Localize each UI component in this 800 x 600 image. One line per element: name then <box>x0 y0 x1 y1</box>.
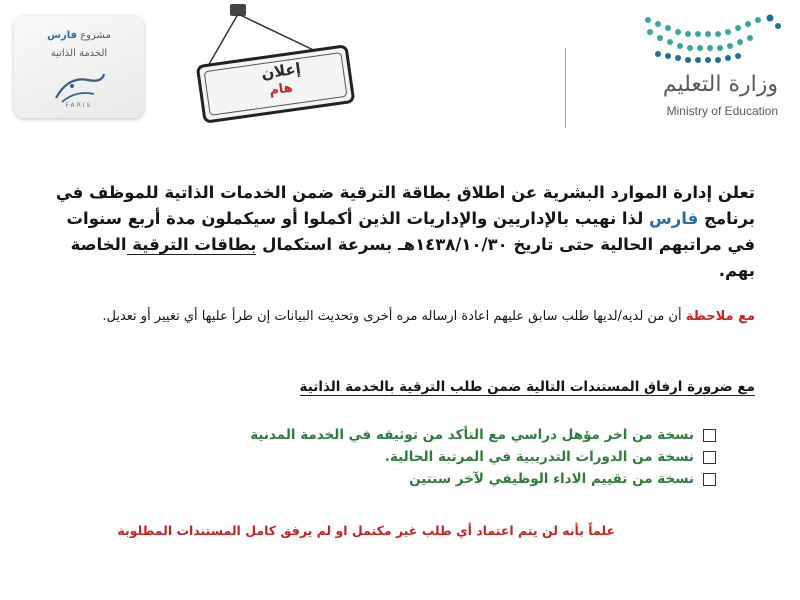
faris-service-label: الخدمة الذاتية <box>50 48 108 59</box>
requirements-list <box>40 424 716 490</box>
faris-project-title: مشروع فارس <box>47 30 111 41</box>
note-label: مع ملاحظة <box>685 309 755 324</box>
ministry-of-education-logo <box>580 12 790 130</box>
faris-logo-wordmark: FARIS <box>65 102 93 109</box>
list-item: نسخة من تقييم الاداء الوظيفي لآخر سنتين <box>40 468 716 490</box>
ministry-dots-emblem-icon <box>638 12 788 67</box>
program-name: فارس <box>649 209 699 228</box>
incomplete-request-warning: علماً بأنه لن يتم اعتماد أي طلب غير مكتمل او لم يرفق كامل المستندات المطلوبة <box>117 523 615 538</box>
checkbox-bullet-icon <box>703 451 716 464</box>
list-item: نسخة من الدورات التدريبية في المرتبة الحالية. <box>40 446 716 468</box>
faris-logo-badge <box>14 16 144 118</box>
announcement-sign <box>170 0 380 130</box>
promotion-cards-phrase: بطاقات الترقية <box>126 235 257 254</box>
list-item: نسخة من اخر مؤهل دراسي مع التأكد من توثيقه في الخدمة المدنية <box>40 424 716 446</box>
logo-divider <box>565 48 566 128</box>
sign-title: إعلان <box>260 59 302 83</box>
checkbox-bullet-icon <box>703 429 716 442</box>
ministry-name-english: Ministry of Education <box>666 104 778 118</box>
requirements-heading: مع ضرورة ارفاق المستندات التالية ضمن طلب الترقية بالخدمة الذاتية <box>299 379 755 395</box>
announcement-note: مع ملاحظة أن من لديه/لديها طلب سابق عليهم اعادة ارساله مره أخرى وتحديث البيانات إن طرأ عليها أي تغيير أو تعديل. <box>102 309 755 324</box>
ministry-name-arabic: وزارة التعليم <box>662 72 778 97</box>
sign-subtitle: هام <box>268 80 294 99</box>
announcement-intro: تعلن إدارة الموارد البشرية عن اطلاق بطاقة الترقية ضمن الخدمات الذاتية للموظف في برنامج فارس لذا نهيب بالإداريين والإداريات الذين أكملوا أو سيكملون مدة أربع سنوات في مراتبهم الحالية حتى تاريخ ١٤٣٨/١٠/٣٠هـ بسرعة استكمال بطاقات الترقية الخاصة بهم. <box>55 183 755 280</box>
checkbox-bullet-icon <box>703 473 716 486</box>
